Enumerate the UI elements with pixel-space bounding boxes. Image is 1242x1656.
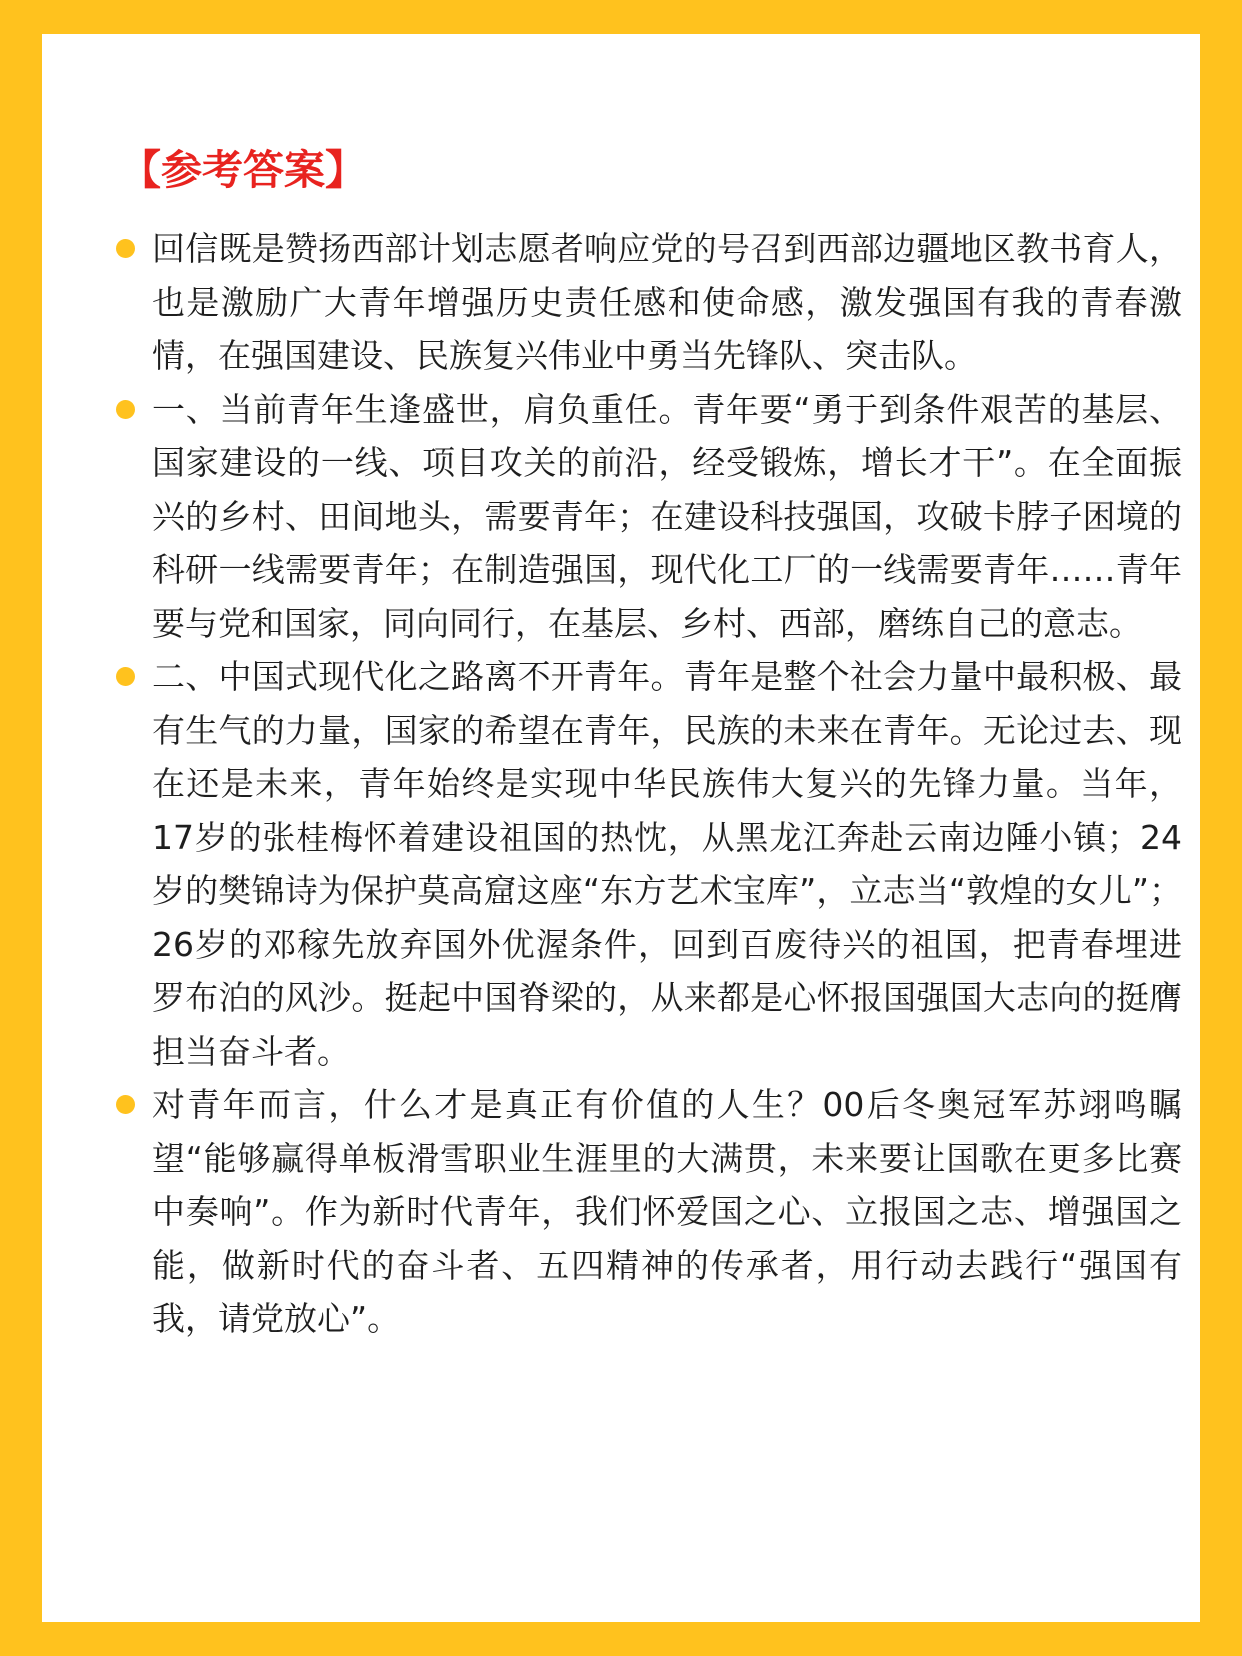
bullet-dot-icon	[116, 1095, 135, 1114]
answer-list	[112, 222, 1182, 1346]
bullet-dot-icon	[116, 239, 135, 258]
bullet-dot-icon	[116, 667, 135, 686]
answer-card	[42, 34, 1200, 1622]
list-item-text: 一、当前青年生逢盛世，肩负重任。青年要“勇于到条件艰苦的基层、国家建设的一线、项目攻关的前沿，经受锻炼，增长才干”。在全面振兴的乡村、田间地头，需要青年；在建设科技强国，攻破卡脖子困境的科研一线需要青年；在制造强国，现代化工厂的一线需要青年……青年要与党和国家，同向同行，在基层、乡村、西部，磨练自己的意志。	[152, 389, 1182, 643]
list-item	[112, 383, 1182, 651]
list-item-text: 对青年而言，什么才是真正有价值的人生？00后冬奥冠军苏翊鸣瞩望“能够赢得单板滑雪职业生涯里的大满贯，未来要让国歌在更多比赛中奏响”。作为新时代青年，我们怀爱国之心、立报国之志、增强国之能，做新时代的奋斗者、五四精神的传承者，用行动去践行“强国有我，请党放心”。	[152, 1085, 1182, 1338]
page-title: 【参考答案】	[120, 146, 366, 194]
list-item-text: 回信既是赞扬西部计划志愿者响应党的号召到西部边疆地区教书育人，也是激励广大青年增强历史责任感和使命感，激发强国有我的青春激情，在强国建设、民族复兴伟业中勇当先锋队、突击队。	[152, 229, 1182, 375]
list-item	[112, 1078, 1182, 1346]
list-item	[112, 650, 1182, 1078]
list-item-text: 二、中国式现代化之路离不开青年。青年是整个社会力量中最积极、最有生气的力量，国家的希望在青年，民族的未来在青年。无论过去、现在还是未来，青年始终是实现中华民族伟大复兴的先锋力量。当年，17岁的张桂梅怀着建设祖国的热忱，从黑龙江奔赴云南边陲小镇；24岁的樊锦诗为保护莫高窟这座“东方艺术宝库”，立志当“敦煌的女儿”；26岁的邓稼先放弃国外优渥条件，回到百废待兴的祖国，把青春埋进罗布泊的风沙。挺起中国脊梁的，从来都是心怀报国强国大志向的挺膺担当奋斗者。	[152, 657, 1182, 1071]
list-item	[112, 222, 1182, 383]
bullet-dot-icon	[116, 400, 135, 419]
